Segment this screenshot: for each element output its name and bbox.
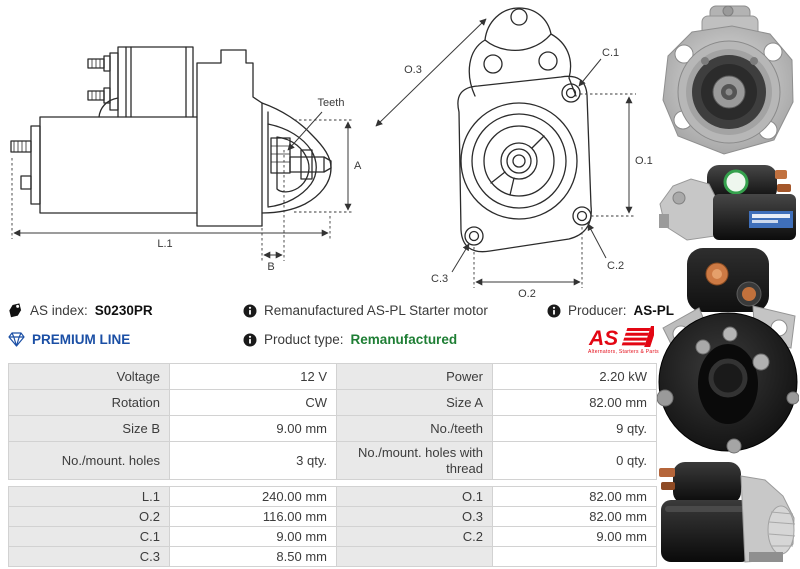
- info-icon: [243, 304, 257, 318]
- spec-value: CW: [170, 390, 337, 416]
- dim-label-b: B: [267, 261, 275, 273]
- spec-value: 8.50 mm: [170, 547, 337, 567]
- dim-label-o2: O.2: [518, 288, 536, 300]
- as-pl-logo-tagline: Alternators, Starters & Parts: [588, 349, 659, 355]
- spec-table-lower: [8, 486, 657, 567]
- spec-label: No./teeth: [337, 416, 493, 442]
- as-index-value: S0230PR: [94, 303, 153, 318]
- info-icon: [547, 304, 561, 318]
- product-photo-side-view[interactable]: [657, 162, 799, 246]
- product-photo-column: [656, 0, 800, 569]
- producer-label: Producer:: [568, 303, 627, 318]
- dim-label-c1: C.1: [602, 47, 620, 59]
- diamond-icon: [8, 332, 25, 347]
- spec-value: 9.00 mm: [170, 416, 337, 442]
- spec-label: O.2: [9, 507, 170, 527]
- producer-value: AS-PL: [633, 303, 675, 318]
- spec-value: 9.00 mm: [493, 527, 657, 547]
- spec-table-upper: [8, 363, 657, 480]
- dim-label-c3: C.3: [431, 273, 449, 285]
- as-pl-logo: [588, 326, 659, 355]
- product-type-label: Product type:: [264, 332, 344, 347]
- premium-line-badge[interactable]: [8, 332, 130, 347]
- spec-value: 3 qty.: [170, 442, 337, 480]
- spec-label: Size B: [9, 416, 170, 442]
- logo-as-text: AS: [589, 327, 619, 348]
- spec-label: O.1: [337, 487, 493, 507]
- spec-value: 0 qty.: [493, 442, 657, 480]
- spec-value: 9 qty.: [493, 416, 657, 442]
- spec-value: 9.00 mm: [170, 527, 337, 547]
- product-photo-rear-view[interactable]: [657, 248, 799, 454]
- product-type-value: Remanufactured: [350, 332, 458, 347]
- info-icon: [243, 333, 257, 347]
- spec-label: No./mount. holes: [9, 442, 170, 480]
- product-photo-front-view[interactable]: [658, 4, 798, 160]
- premium-line-label: PREMIUM LINE: [32, 332, 131, 347]
- dim-label-o3: O.3: [404, 64, 422, 76]
- dim-label-o1: O.1: [635, 155, 653, 167]
- product-photo-angle-view[interactable]: [657, 456, 799, 568]
- dim-label-l1: L.1: [157, 238, 173, 250]
- spec-value: 2.20 kW: [493, 364, 657, 390]
- as-index-label: AS index:: [30, 303, 88, 318]
- spec-label: [337, 547, 493, 567]
- product-type-line: [243, 332, 457, 347]
- producer-line: [547, 303, 674, 318]
- as-pl-logo-mark: [588, 326, 654, 348]
- product-description: Remanufactured AS-PL Starter motor: [264, 303, 488, 318]
- spec-value: 82.00 mm: [493, 390, 657, 416]
- front-view-drawing: [355, 0, 667, 300]
- spec-label: Voltage: [9, 364, 170, 390]
- side-view-drawing: [0, 0, 372, 295]
- dim-label-teeth: Teeth: [317, 97, 345, 109]
- spec-value: [493, 547, 657, 567]
- spec-value: 82.00 mm: [493, 507, 657, 527]
- spec-label: Size A: [337, 390, 493, 416]
- spec-label: O.3: [337, 507, 493, 527]
- spec-value: 12 V: [170, 364, 337, 390]
- spec-label: C.3: [9, 547, 170, 567]
- dim-label-c2: C.2: [607, 260, 625, 272]
- spec-value: 116.00 mm: [170, 507, 337, 527]
- spec-label: C.1: [9, 527, 170, 547]
- spec-label: L.1: [9, 487, 170, 507]
- spec-value: 82.00 mm: [493, 487, 657, 507]
- as-index-line: [8, 303, 153, 318]
- spec-label: Power: [337, 364, 493, 390]
- tag-icon: [8, 303, 23, 318]
- product-description-line: [243, 303, 488, 318]
- spec-value: 240.00 mm: [170, 487, 337, 507]
- dim-label-a: A: [354, 160, 362, 172]
- spec-label: C.2: [337, 527, 493, 547]
- spec-label: Rotation: [9, 390, 170, 416]
- spec-label: No./mount. holes with thread: [337, 442, 493, 480]
